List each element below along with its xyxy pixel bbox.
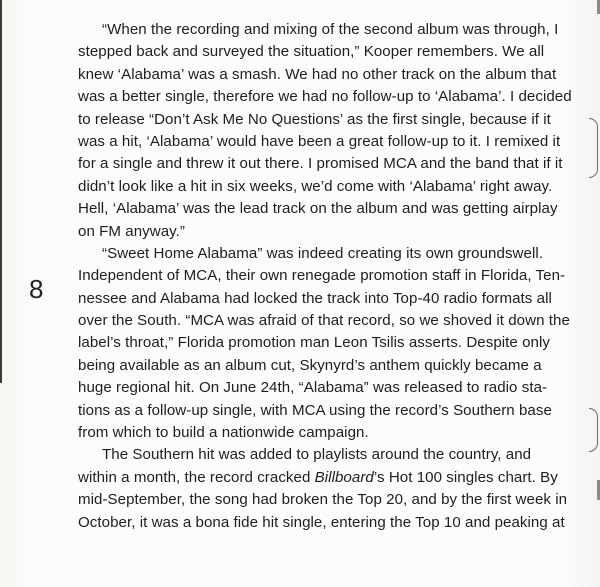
text-line xyxy=(78,41,578,63)
text-segment: knew ‘Alabama’ was a smash. We had no other track on the album that xyxy=(78,65,557,83)
margin-bracket-mark xyxy=(589,408,598,452)
italic-text: Billboard xyxy=(314,468,374,486)
text-line xyxy=(78,422,578,444)
text-line: “Sweet Home Alabama” was indeed creating its own groundswell. xyxy=(102,244,543,262)
text-segment: October, it was a bona fide hit single, entering the Top 10 and peaking at xyxy=(78,513,565,531)
text-line xyxy=(78,86,578,108)
text-segment: was a hit, ‘Alabama’ would have been a great follow-up to it. I remixed it xyxy=(78,132,561,150)
text-segment: Hell, ‘Alabama’ was the lead track on the album and was getting airplay xyxy=(78,200,558,218)
text-segment: over the South. “MCA was afraid of that record, so we shoved it down the xyxy=(78,312,570,330)
text-line xyxy=(78,400,578,422)
text-line xyxy=(78,512,578,534)
text-line xyxy=(78,377,578,399)
text-segment: nessee and Alabama had locked the track into Top-40 radio formats all xyxy=(78,289,552,307)
text-line xyxy=(78,288,578,310)
text-segment: ’s Hot 100 singles chart. By xyxy=(373,468,558,486)
text-segment: from which to build a nationwide campaign. xyxy=(78,424,369,442)
margin-bracket-mark xyxy=(589,118,598,178)
text-segment: stepped back and surveyed the situation,” Kooper remembers. We all xyxy=(78,43,545,61)
text-segment: tions as a follow-up single, with MCA using the record’s Southern base xyxy=(78,401,552,419)
text-line xyxy=(78,332,578,354)
text-segment: on FM anyway.” xyxy=(78,222,185,240)
text-line: The Southern hit was added to playlists around the country, and xyxy=(102,446,532,464)
text-line xyxy=(78,467,578,489)
text-line xyxy=(78,198,578,220)
text-segment: Independent of MCA, their own renegade promotion staff in Florida, Ten- xyxy=(78,267,566,285)
text-line xyxy=(78,221,578,243)
text-segment: huge regional hit. On June 24th, “Alabama” was released to radio sta- xyxy=(78,379,548,397)
text-line: “When the recording and mixing of the second album was through, I xyxy=(102,21,559,38)
text-segment: label’s throat,” Florida promotion man Leon Tsilis asserts. Despite only xyxy=(78,334,551,352)
text-line xyxy=(78,265,578,287)
text-segment: within a month, the record cracked xyxy=(78,468,315,486)
text-line xyxy=(78,153,578,175)
text-segment: was a better single, therefore we had no follow-up to ‘Alabama’. I decided xyxy=(78,88,572,106)
text-line xyxy=(78,310,578,332)
text-segment: being available as an album cut, Skynyrd’s anthem quickly became a xyxy=(78,356,542,374)
text-line xyxy=(78,109,578,131)
text-segment: to release “Don’t Ask Me No Questions’ as the first single, because if it xyxy=(78,110,551,128)
text-segment: for a single and threw it out there. I promised MCA and the band that if it xyxy=(78,155,563,173)
text-line xyxy=(78,176,578,198)
page-number: 8 xyxy=(29,274,44,304)
body-text xyxy=(78,19,578,534)
text-line xyxy=(78,131,578,153)
text-segment: mid-September, the song had broken the Top 20, and by the first week in xyxy=(78,491,568,509)
left-margin-rule xyxy=(0,0,2,383)
text-segment: didn’t look like a hit in six weeks, we’d come with ‘Alabama’ right away. xyxy=(78,177,553,195)
text-line xyxy=(78,355,578,377)
text-line xyxy=(78,64,578,86)
text-line xyxy=(78,489,578,511)
